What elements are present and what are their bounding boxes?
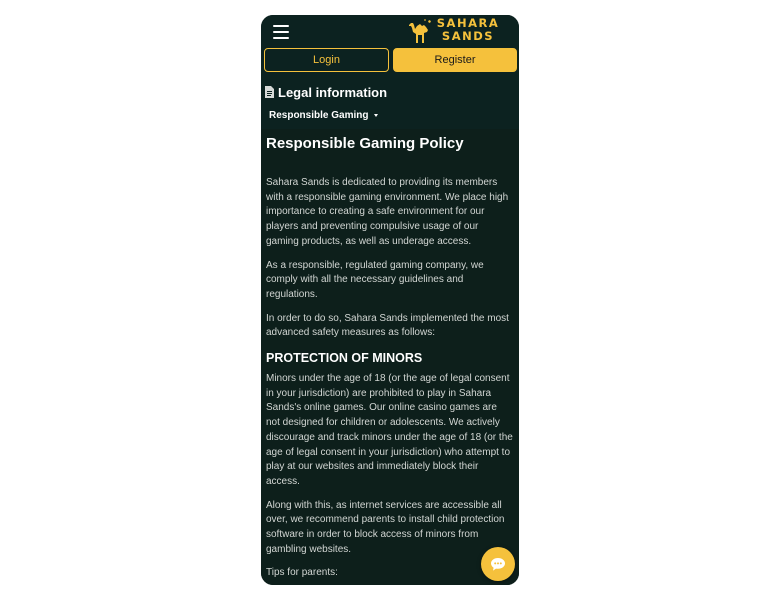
dropdown-selected-value: Responsible Gaming [269, 109, 369, 121]
policy-dropdown[interactable] [265, 106, 382, 124]
minors-paragraph-1: Minors under the age of 18 (or the age of legal consent in your jurisdiction) are prohibited to play in Sahara Sands's online games. Our online casino games are not designed for children or adolescents. We actively discourage and track minors under the age of 18 (or the age of legal consent in your jurisdiction) who attempt to play at our websites and immediately block their access. [266, 373, 513, 487]
hamburger-menu-icon[interactable] [273, 25, 289, 39]
camel-icon [407, 17, 433, 45]
chat-bubble-icon [491, 558, 505, 571]
document-icon [265, 86, 274, 98]
mobile-frame [261, 15, 519, 585]
brand-wordmark [435, 17, 501, 43]
top-header [261, 15, 519, 47]
minors-paragraph-2: Along with this, as internet services are accessible all over, we recommend parents to install child protection software in order to block access of minors from gambling websites. [266, 499, 505, 555]
intro-paragraph-2: As a responsible, regulated gaming company, we comply with all the necessary guidelines and regulations. [266, 259, 484, 300]
auth-bar [264, 48, 517, 72]
caret-down-icon [374, 114, 378, 117]
intro-paragraph-1: Sahara Sands is dedicated to providing its members with a responsible gaming environment. We place high importance to creating a safe environment for our players and preventing compulsive usage of our gaming products, as well as underage access. [266, 177, 509, 247]
section-title: Legal information [278, 84, 388, 100]
page-title: Responsible Gaming Policy [266, 135, 464, 152]
login-button[interactable]: Login [264, 48, 389, 72]
intro-paragraph-3: In order to do so, Sahara Sands implemented the most advanced safety measures as follows: [266, 312, 509, 339]
brand-line-2: SANDS [441, 29, 495, 43]
legal-information-heading [265, 83, 387, 101]
brand-line-1: SAHARA [436, 16, 500, 30]
brand-logo[interactable] [407, 17, 501, 45]
register-button[interactable]: Register [393, 48, 517, 72]
tips-for-parents: Tips for parents: [266, 567, 338, 579]
minors-heading: PROTECTION OF MINORS [266, 351, 423, 366]
chat-button[interactable] [481, 547, 515, 581]
policy-content[interactable] [261, 129, 519, 585]
